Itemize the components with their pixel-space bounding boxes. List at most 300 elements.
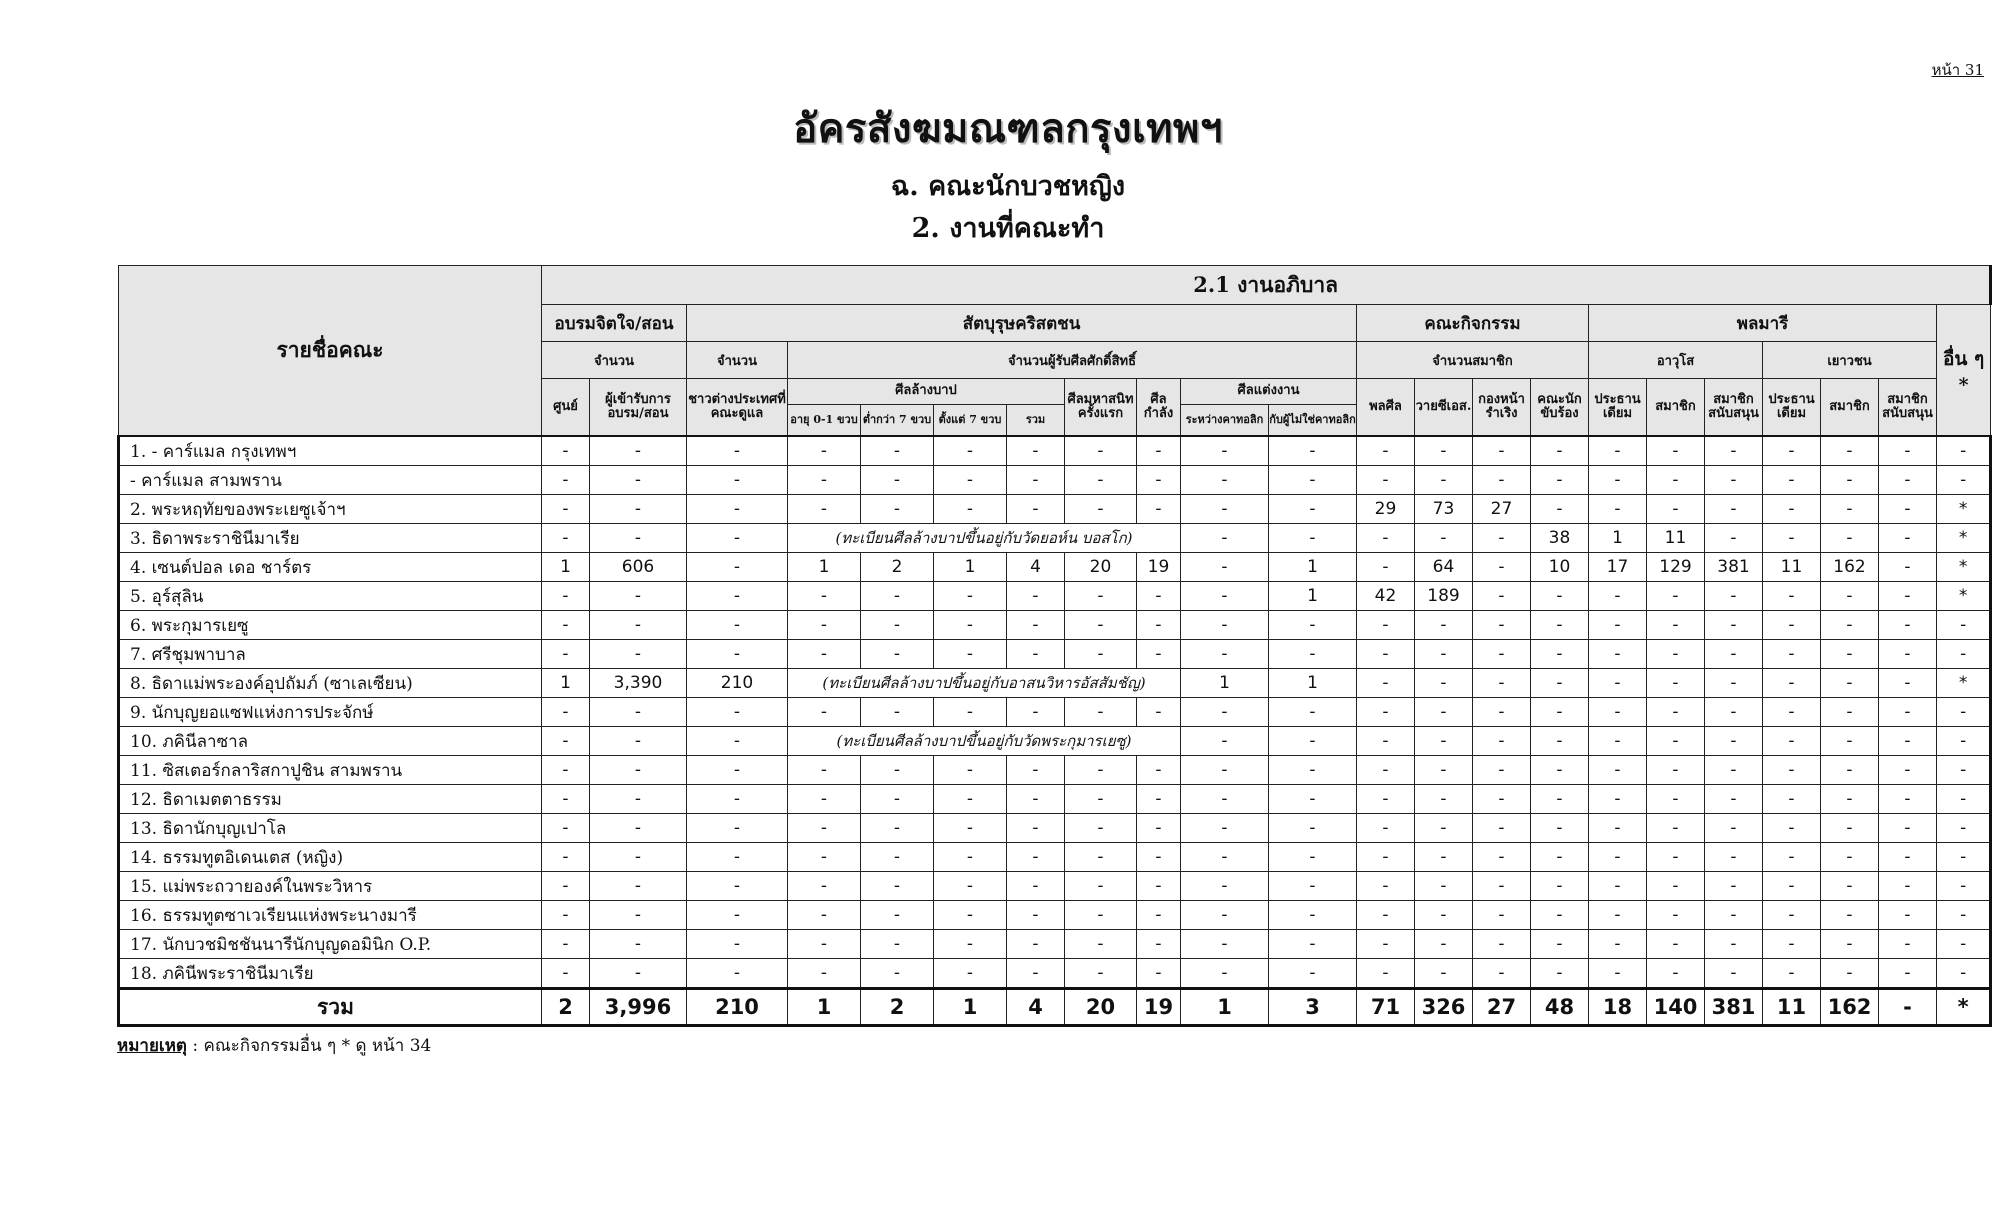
table-cell: - — [1589, 727, 1647, 756]
group-header-christians: สัตบุรุษคริสตชน — [687, 305, 1357, 342]
table-cell: - — [1357, 553, 1415, 582]
table-cell: - — [1415, 727, 1473, 756]
table-cell: - — [1879, 989, 1937, 1026]
table-cell: - — [1647, 640, 1705, 669]
table-cell: (ทะเบียนศีลล้างบาปขึ้นอยู่กับอาสนวิหารอัสสัมชัญ) — [788, 669, 1181, 698]
table-cell: - — [542, 495, 590, 524]
table-cell: - — [788, 640, 861, 669]
table-cell: - — [1181, 553, 1269, 582]
table-cell: - — [1415, 669, 1473, 698]
table-cell: - — [1589, 901, 1647, 930]
table-cell: - — [1531, 959, 1589, 989]
table-cell: - — [1065, 756, 1137, 785]
table-cell: - — [542, 524, 590, 553]
table-cell: - — [590, 959, 687, 989]
table-cell: - — [934, 582, 1007, 611]
table-cell: - — [1065, 959, 1137, 989]
col-header-first-communion: ศีลมหาสนิทครั้งแรก — [1065, 379, 1137, 437]
table-cell: - — [1647, 930, 1705, 959]
col-header-adult-members: สมาชิก — [1647, 379, 1705, 437]
table-cell: - — [1473, 436, 1531, 466]
table-cell: - — [590, 785, 687, 814]
table-cell: - — [1763, 959, 1821, 989]
table-cell: - — [1181, 843, 1269, 872]
table-cell: - — [861, 785, 934, 814]
subgroup-sacraments: จำนวนผู้รับศีลศักดิ์สิทธิ์ — [788, 342, 1357, 379]
table-cell: - — [1531, 727, 1589, 756]
table-cell: - — [590, 611, 687, 640]
col-header-ycs: วายซีเอส. — [1415, 379, 1473, 437]
table-cell: - — [1269, 930, 1357, 959]
table-cell: * — [1937, 553, 1991, 582]
group-header-training: อบรมจิตใจ/สอน — [542, 305, 687, 342]
table-cell: - — [1879, 872, 1937, 901]
page-number: หน้า 31 — [1931, 61, 1984, 79]
table-cell: - — [1357, 843, 1415, 872]
table-cell: - — [1821, 669, 1879, 698]
table-cell: - — [542, 640, 590, 669]
table-cell: * — [1937, 989, 1991, 1026]
table-cell: 1 — [542, 553, 590, 582]
col-header-youth-president: ประธานเดียม — [1763, 379, 1821, 437]
table-cell: - — [1821, 872, 1879, 901]
table-cell: - — [1181, 959, 1269, 989]
table-cell: 10 — [1531, 553, 1589, 582]
table-cell: - — [542, 611, 590, 640]
table-cell: - — [1763, 843, 1821, 872]
table-cell: - — [1415, 814, 1473, 843]
total-row — [119, 989, 1991, 1026]
table-cell: - — [1647, 436, 1705, 466]
table-row — [119, 785, 1991, 814]
table-cell: - — [788, 785, 861, 814]
table-cell: 48 — [1531, 989, 1589, 1026]
subgroup-youth: เยาวชน — [1763, 342, 1937, 379]
table-cell: - — [1137, 872, 1181, 901]
table-cell: - — [1181, 872, 1269, 901]
table-cell: - — [1007, 814, 1065, 843]
table-cell: 3 — [1269, 989, 1357, 1026]
table-cell: - — [1531, 872, 1589, 901]
table-cell: - — [1137, 756, 1181, 785]
table-cell: - — [934, 843, 1007, 872]
table-cell: - — [590, 698, 687, 727]
subgroup-members: จำนวนสมาชิก — [1357, 342, 1589, 379]
table-cell: - — [1763, 727, 1821, 756]
table-cell: - — [1473, 669, 1531, 698]
table-cell: - — [1589, 698, 1647, 727]
table-cell: - — [1137, 930, 1181, 959]
table-cell: - — [934, 814, 1007, 843]
table-cell: - — [590, 582, 687, 611]
table-cell: - — [1531, 466, 1589, 495]
table-cell: - — [1269, 436, 1357, 466]
table-cell: 27 — [1473, 495, 1531, 524]
page-title: อัครสังฆมณฑลกรุงเทพฯ — [793, 105, 1223, 152]
table-cell: - — [1879, 901, 1937, 930]
table-cell: - — [1473, 756, 1531, 785]
table-cell: - — [1879, 582, 1937, 611]
table-cell: - — [1269, 872, 1357, 901]
table-cell: - — [1879, 785, 1937, 814]
table-cell: - — [1181, 582, 1269, 611]
table-cell: - — [1357, 669, 1415, 698]
table-cell: 162 — [1821, 553, 1879, 582]
table-cell: - — [1937, 872, 1991, 901]
table-cell: 8. ธิดาแม่พระองค์อุปถัมภ์ (ซาเลเซียน) — [119, 669, 542, 698]
table-cell: 17 — [1589, 553, 1647, 582]
table-cell: - — [1705, 756, 1763, 785]
table-cell: - — [861, 901, 934, 930]
col-header-other: อื่น ๆ * — [1937, 305, 1991, 437]
table-cell: - — [1137, 495, 1181, 524]
table-cell: 140 — [1647, 989, 1705, 1026]
table-cell: - — [1821, 698, 1879, 727]
table-cell: - — [861, 698, 934, 727]
table-cell: - — [1415, 843, 1473, 872]
table-cell: 4. เซนต์ปอล เดอ ชาร์ตร — [119, 553, 542, 582]
table-cell: - — [1269, 901, 1357, 930]
table-cell: - — [1415, 872, 1473, 901]
table-row — [119, 553, 1991, 582]
table-row — [119, 872, 1991, 901]
table-cell: - — [1473, 814, 1531, 843]
table-cell: - — [687, 495, 788, 524]
table-cell: - — [1821, 814, 1879, 843]
table-cell: - — [861, 959, 934, 989]
table-cell: 2. พระหฤทัยของพระเยซูเจ้าฯ — [119, 495, 542, 524]
table-cell: 11 — [1763, 553, 1821, 582]
table-cell: - — [1705, 872, 1763, 901]
table-cell: 7. ศรีชุมพาบาล — [119, 640, 542, 669]
table-cell: - — [1415, 524, 1473, 553]
table-cell: - — [788, 901, 861, 930]
col-header-name: รายชื่อคณะ — [119, 266, 542, 437]
table-cell: - — [1589, 582, 1647, 611]
table-cell: - — [788, 611, 861, 640]
table-cell: - — [1007, 872, 1065, 901]
table-cell: - — [1065, 466, 1137, 495]
table-cell: - — [861, 495, 934, 524]
table-cell: - — [590, 930, 687, 959]
table-cell: (ทะเบียนศีลล้างบาปขึ้นอยู่กับวัดยอห์น บอสโก) — [788, 524, 1181, 553]
col-header-baptism: ศีลล้างบาป — [788, 379, 1065, 405]
col-header-baptism-total: รวม — [1007, 405, 1065, 437]
table-cell: 9. นักบุญยอแซฟแห่งการประจักษ์ — [119, 698, 542, 727]
table-cell: - — [1647, 727, 1705, 756]
table-row — [119, 611, 1991, 640]
table-cell: 1 — [1269, 582, 1357, 611]
table-cell: - — [1937, 466, 1991, 495]
table-cell: 4 — [1007, 553, 1065, 582]
table-cell: - — [1589, 611, 1647, 640]
table-cell: - — [1879, 611, 1937, 640]
table-cell: - — [1647, 785, 1705, 814]
table-cell: - — [1181, 466, 1269, 495]
table-cell: - — [1821, 495, 1879, 524]
table-cell: - — [1357, 524, 1415, 553]
table-cell: - — [590, 814, 687, 843]
table-cell: - — [542, 582, 590, 611]
table-cell: 18. ภคินีพระราชินีมาเรีย — [119, 959, 542, 989]
table-cell: 42 — [1357, 582, 1415, 611]
table-cell: - — [1269, 698, 1357, 727]
col-header-center: ศูนย์ — [542, 379, 590, 437]
table-cell: - — [1647, 901, 1705, 930]
table-cell: - — [1763, 698, 1821, 727]
table-cell: (ทะเบียนศีลล้างบาปขึ้นอยู่กับวัดพระกุมารเยซู) — [788, 727, 1181, 756]
table-cell: - — [1763, 669, 1821, 698]
table-cell: - — [1705, 814, 1763, 843]
table-cell: 16. ธรรมทูตซาเวเรียนแห่งพระนางมารี — [119, 901, 542, 930]
table-cell: 3. ธิดาพระราชินีมาเรีย — [119, 524, 542, 553]
table-cell: - — [1007, 466, 1065, 495]
table-cell: - — [1937, 959, 1991, 989]
table-cell: - — [1065, 436, 1137, 466]
table-cell: - — [1879, 727, 1937, 756]
table-cell: - — [1879, 524, 1937, 553]
table-cell: - — [1821, 756, 1879, 785]
table-cell: 12. ธิดาเมตตาธรรม — [119, 785, 542, 814]
section-header: 2.1 งานอภิบาล — [542, 266, 1991, 305]
table-cell: - คาร์แมล สามพราน — [119, 466, 542, 495]
table-cell: - — [1531, 901, 1589, 930]
table-cell: - — [861, 611, 934, 640]
table-cell: 1 — [1181, 989, 1269, 1026]
table-row — [119, 466, 1991, 495]
table-cell: - — [1589, 843, 1647, 872]
table-cell: - — [542, 466, 590, 495]
table-cell: - — [1357, 466, 1415, 495]
table-cell: - — [1647, 814, 1705, 843]
table-cell: - — [1937, 611, 1991, 640]
table-cell: - — [1937, 698, 1991, 727]
table-cell: - — [1589, 872, 1647, 901]
table-cell: - — [1589, 640, 1647, 669]
table-cell: - — [1705, 785, 1763, 814]
table-cell: - — [687, 436, 788, 466]
subgroup-count-1: จำนวน — [542, 342, 687, 379]
table-cell: - — [1763, 466, 1821, 495]
table-cell: 3,996 — [590, 989, 687, 1026]
table-cell: - — [1705, 901, 1763, 930]
table-cell: - — [1415, 611, 1473, 640]
table-cell: - — [1181, 524, 1269, 553]
table-cell: - — [861, 436, 934, 466]
table-cell: - — [1181, 901, 1269, 930]
table-cell: - — [542, 814, 590, 843]
table-cell: - — [590, 843, 687, 872]
table-cell: 1 — [1181, 669, 1269, 698]
table-cell: - — [1763, 611, 1821, 640]
table-cell: - — [1007, 785, 1065, 814]
table-cell: - — [861, 466, 934, 495]
table-cell: - — [1705, 466, 1763, 495]
table-cell: 13. ธิดานักบุญเปาโล — [119, 814, 542, 843]
table-cell: - — [1763, 582, 1821, 611]
table-cell: - — [1589, 930, 1647, 959]
section-subtitle: ฉ. คณะนักบวชหญิง — [890, 171, 1126, 202]
table-cell: 11 — [1763, 989, 1821, 1026]
table-cell: - — [1065, 872, 1137, 901]
table-cell: - — [1415, 436, 1473, 466]
table-cell: - — [861, 582, 934, 611]
remark-label: หมายเหตุ — [117, 1036, 187, 1056]
table-cell: - — [590, 495, 687, 524]
table-cell: - — [1473, 843, 1531, 872]
col-header-trainees: ผู้เข้ารับการอบรม/สอน — [590, 379, 687, 437]
table-cell: - — [1269, 756, 1357, 785]
table-cell: - — [1763, 930, 1821, 959]
table-cell: - — [1137, 436, 1181, 466]
table-cell: - — [934, 495, 1007, 524]
table-cell: - — [1705, 843, 1763, 872]
table-cell: - — [1763, 901, 1821, 930]
table-cell: - — [1181, 698, 1269, 727]
table-cell: - — [1415, 930, 1473, 959]
table-row — [119, 930, 1991, 959]
table-cell: - — [1821, 901, 1879, 930]
table-cell: - — [687, 698, 788, 727]
table-cell: 5. อุร์สุลิน — [119, 582, 542, 611]
table-cell: - — [687, 582, 788, 611]
table-cell: - — [934, 466, 1007, 495]
table-row — [119, 814, 1991, 843]
table-cell: - — [1007, 843, 1065, 872]
table-cell: - — [1269, 524, 1357, 553]
table-cell: - — [788, 756, 861, 785]
table-cell: - — [1937, 785, 1991, 814]
table-row — [119, 901, 1991, 930]
table-cell: - — [934, 436, 1007, 466]
table-cell: - — [1007, 930, 1065, 959]
table-cell: - — [788, 843, 861, 872]
table-row — [119, 524, 1991, 553]
table-cell: - — [1879, 959, 1937, 989]
table-cell: 1. - คาร์แมล กรุงเทพฯ — [119, 436, 542, 466]
table-cell: - — [934, 901, 1007, 930]
table-cell: - — [1357, 698, 1415, 727]
table-cell: - — [1137, 959, 1181, 989]
table-cell: - — [1181, 611, 1269, 640]
table-row — [119, 727, 1991, 756]
table-cell: 64 — [1415, 553, 1473, 582]
table-cell: 189 — [1415, 582, 1473, 611]
col-header-marriage: ศีลแต่งงาน — [1181, 379, 1357, 405]
table-cell: - — [861, 640, 934, 669]
table-cell: - — [1821, 466, 1879, 495]
table-cell: - — [590, 436, 687, 466]
table-cell: - — [1473, 901, 1531, 930]
table-cell: - — [687, 553, 788, 582]
table-cell: 19 — [1137, 989, 1181, 1026]
table-cell: - — [1137, 698, 1181, 727]
table-cell: - — [1879, 466, 1937, 495]
table-cell: - — [1473, 872, 1531, 901]
table-cell: 73 — [1415, 495, 1473, 524]
table-cell: - — [1007, 611, 1065, 640]
table-cell: - — [687, 814, 788, 843]
table-cell: - — [1269, 785, 1357, 814]
table-cell: - — [1181, 785, 1269, 814]
table-cell: 17. นักบวชมิชชันนารีนักบุญดอมินิก O.P. — [119, 930, 542, 959]
table-cell: - — [1007, 698, 1065, 727]
table-cell: - — [1357, 814, 1415, 843]
table-cell: 326 — [1415, 989, 1473, 1026]
table-cell: - — [1705, 640, 1763, 669]
table-cell: - — [590, 901, 687, 930]
table-cell: - — [1065, 698, 1137, 727]
table-cell: - — [1137, 611, 1181, 640]
table-cell: 1 — [934, 989, 1007, 1026]
table-cell: - — [1415, 785, 1473, 814]
table-cell: - — [1763, 524, 1821, 553]
table-cell: * — [1937, 495, 1991, 524]
table-cell: - — [1181, 495, 1269, 524]
table-cell: - — [788, 436, 861, 466]
table-cell: - — [1415, 698, 1473, 727]
table-cell: - — [1879, 930, 1937, 959]
table-cell: - — [1137, 901, 1181, 930]
table-cell: 606 — [590, 553, 687, 582]
table-cell: - — [1763, 495, 1821, 524]
remark — [117, 1032, 431, 1059]
table-cell: - — [1473, 785, 1531, 814]
table-cell: - — [1357, 756, 1415, 785]
table-cell: 29 — [1357, 495, 1415, 524]
table-cell: - — [1763, 756, 1821, 785]
table-cell: - — [1269, 640, 1357, 669]
table-cell: - — [1007, 901, 1065, 930]
table-cell: - — [1137, 582, 1181, 611]
table-cell: - — [1531, 843, 1589, 872]
table-cell: - — [1937, 814, 1991, 843]
table-cell: - — [1269, 611, 1357, 640]
table-cell: - — [788, 930, 861, 959]
table-cell: - — [1647, 611, 1705, 640]
table-cell: - — [590, 524, 687, 553]
table-cell: - — [788, 872, 861, 901]
table-cell: - — [934, 756, 1007, 785]
table-cell: - — [788, 582, 861, 611]
table-cell: 19 — [1137, 553, 1181, 582]
table-cell: - — [1647, 669, 1705, 698]
table-cell: 210 — [687, 989, 788, 1026]
table-cell: * — [1937, 669, 1991, 698]
table-cell: - — [1415, 756, 1473, 785]
table-cell: - — [1415, 959, 1473, 989]
table-cell: - — [1705, 698, 1763, 727]
table-cell: - — [1705, 436, 1763, 466]
table-cell: - — [1181, 814, 1269, 843]
table-cell: - — [861, 756, 934, 785]
table-cell: - — [934, 872, 1007, 901]
table-cell: - — [1821, 959, 1879, 989]
table-cell: - — [1065, 640, 1137, 669]
table-cell: - — [788, 466, 861, 495]
table-row — [119, 698, 1991, 727]
table-cell: - — [687, 756, 788, 785]
table-cell: - — [1647, 698, 1705, 727]
table-cell: - — [1137, 466, 1181, 495]
table-cell: - — [1269, 727, 1357, 756]
table-cell: - — [542, 698, 590, 727]
table-row — [119, 756, 1991, 785]
table-cell: - — [1007, 436, 1065, 466]
table-cell: - — [1937, 727, 1991, 756]
col-header-catholic-marriage: ระหว่างคาทอลิก — [1181, 405, 1269, 437]
table-cell: - — [1821, 436, 1879, 466]
